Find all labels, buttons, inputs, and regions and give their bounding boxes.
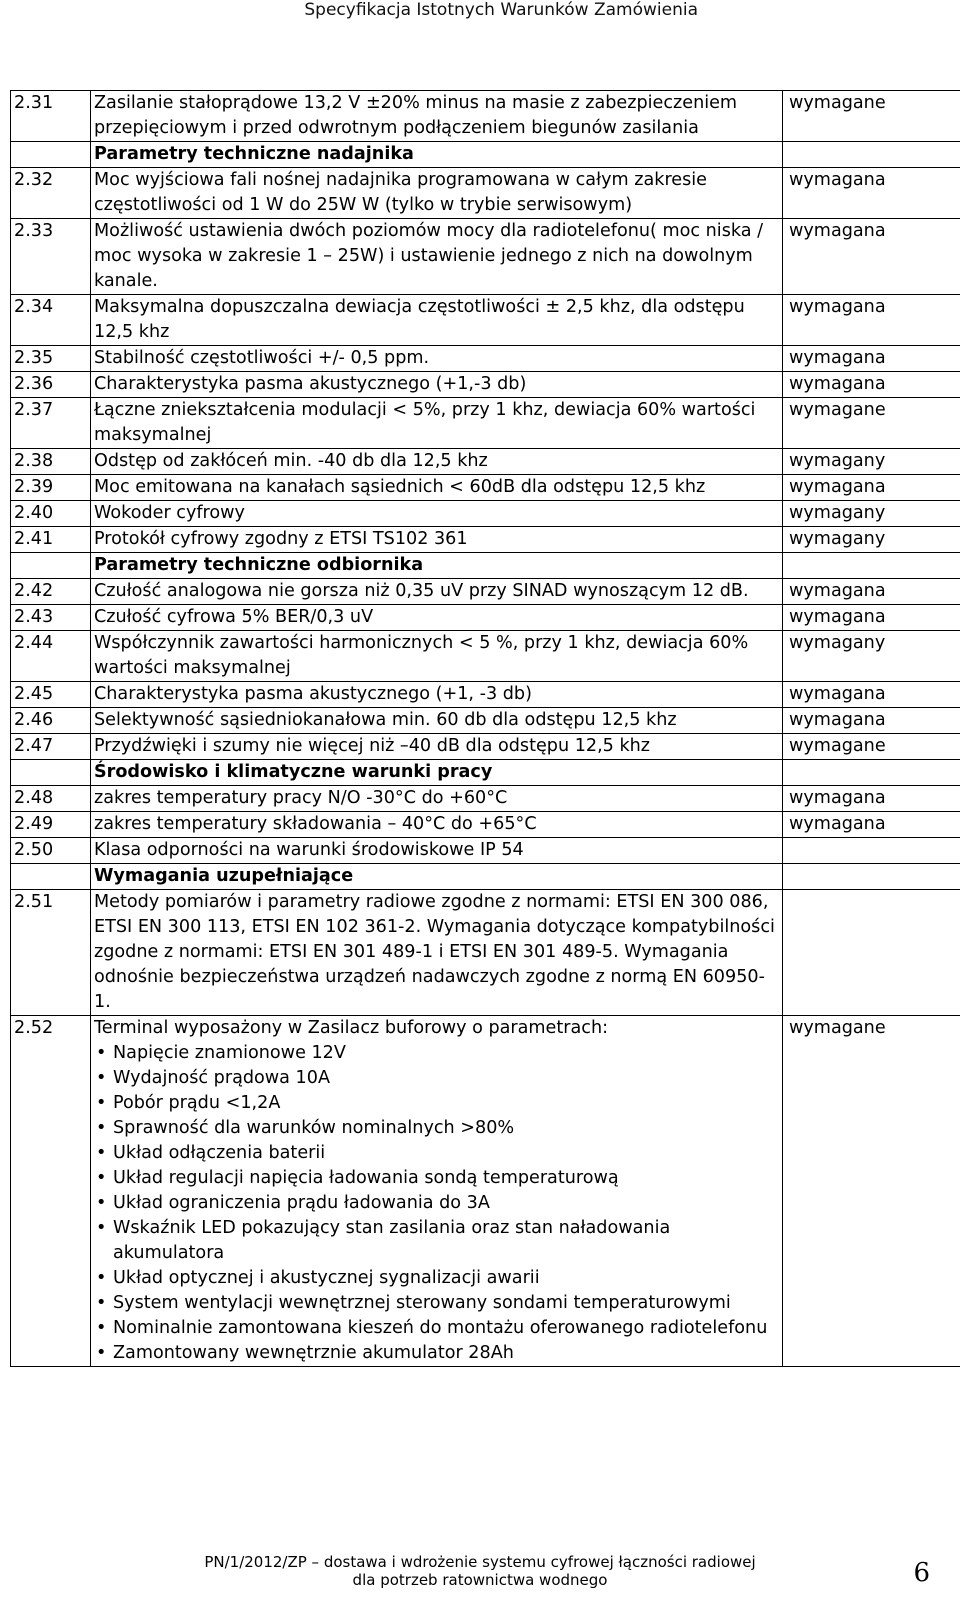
item-number: 2.31 (11, 91, 91, 142)
item-description: Współczynnik zawartości harmonicznych < 5 %, przy 1 khz, dewiacja 60% wartości maksymalnej (94, 633, 749, 678)
spec-row (11, 295, 960, 346)
item-description: Zasilanie stałoprądowe 13,2 V ±20% minus na masie z zabezpieczeniem przepięciowym i przed odwrotnym podłączeniem biegunów zasilania (94, 93, 738, 138)
footer-line-1: PN/1/2012/ZP – dostawa i wdrożenie systemu cyfrowej łączności radiowej (204, 1553, 756, 1571)
item-description-cell (91, 708, 783, 734)
page-footer (0, 1553, 960, 1589)
item-requirement: wymagany (783, 631, 960, 682)
item-requirement (783, 890, 960, 1016)
item-number: 2.40 (11, 501, 91, 527)
item-requirement: wymagana (783, 475, 960, 501)
item-description-cell (91, 734, 783, 760)
section-number-cell (11, 760, 91, 786)
spec-row (11, 734, 960, 760)
item-requirement: wymagana (783, 605, 960, 631)
bullet-list (94, 1041, 779, 1366)
item-description: Maksymalna dopuszczalna dewiacja częstotliwości ± 2,5 khz, dla odstępu 12,5 khz (94, 297, 745, 342)
item-requirement: wymagany (783, 527, 960, 553)
item-requirement: wymagana (783, 219, 960, 295)
item-requirement: wymagany (783, 501, 960, 527)
item-description: Charakterystyka pasma akustycznego (+1, -3 db) (94, 684, 532, 704)
item-description: Protokół cyfrowy zgodny z ETSI TS102 361 (94, 529, 468, 549)
item-description: Charakterystyka pasma akustycznego (+1,-3 db) (94, 374, 527, 394)
item-requirement: wymagana (783, 346, 960, 372)
bullet-item: • Układ odłączenia baterii (94, 1141, 779, 1166)
item-number: 2.47 (11, 734, 91, 760)
item-description-cell (91, 219, 783, 295)
item-requirement: wymagane (783, 91, 960, 142)
item-number: 2.43 (11, 605, 91, 631)
item-number: 2.41 (11, 527, 91, 553)
item-requirement: wymagana (783, 786, 960, 812)
item-description: Metody pomiarów i parametry radiowe zgodne z normami: ETSI EN 300 086, ETSI EN 300 113, ETSI EN 102 361-2. Wymagania dotyczące kompatybilności zgodne z normami: ETSI EN 301 489-1 i ETSI EN 301 489-5. Wymagania odnośnie bezpieczeństwa urządzeń nadawczych zgodne z normą EN 60950-1. (94, 892, 775, 1012)
item-requirement (783, 838, 960, 864)
section-number-cell (11, 864, 91, 890)
section-title: Parametry techniczne nadajnika (91, 142, 783, 168)
spec-row (11, 631, 960, 682)
item-requirement: wymagane (783, 398, 960, 449)
item-description: Selektywność sąsiedniokanałowa min. 60 db dla odstępu 12,5 khz (94, 710, 677, 730)
item-description-cell (91, 682, 783, 708)
item-requirement: wymagana (783, 372, 960, 398)
item-description: Stabilność częstotliwości +/- 0,5 ppm. (94, 348, 430, 368)
bullet-item: • Pobór prądu <1,2A (94, 1091, 779, 1116)
page-header (0, 0, 960, 30)
spec-row (11, 838, 960, 864)
spec-row (11, 372, 960, 398)
item-description: zakres temperatury składowania – 40°C do +65°C (94, 814, 537, 834)
spec-row (11, 527, 960, 553)
bullet-item: • Nominalnie zamontowana kieszeń do montażu oferowanego radiotelefonu (94, 1316, 779, 1341)
item-description-cell (91, 346, 783, 372)
item-number: 2.51 (11, 890, 91, 1016)
section-header-row (11, 142, 960, 168)
item-description-cell (91, 579, 783, 605)
bullet-item: • Napięcie znamionowe 12V (94, 1041, 779, 1066)
item-description-cell (91, 786, 783, 812)
item-requirement: wymagany (783, 449, 960, 475)
section-title: Środowisko i klimatyczne warunki pracy (91, 760, 783, 786)
item-requirement: wymagana (783, 682, 960, 708)
bullet-item: • Zamontowany wewnętrznie akumulator 28Ah (94, 1341, 779, 1366)
spec-row (11, 708, 960, 734)
item-description: Wokoder cyfrowy (94, 503, 245, 523)
item-number: 2.48 (11, 786, 91, 812)
bullet-item: • Wydajność prądowa 10A (94, 1066, 779, 1091)
item-description-cell (91, 91, 783, 142)
item-number: 2.33 (11, 219, 91, 295)
spec-row (11, 605, 960, 631)
spec-row (11, 346, 960, 372)
section-header-row (11, 553, 960, 579)
item-requirement: wymagana (783, 168, 960, 219)
item-description: Moc emitowana na kanałach sąsiednich < 60dB dla odstępu 12,5 khz (94, 477, 706, 497)
spec-row (11, 812, 960, 838)
item-requirement: wymagana (783, 295, 960, 346)
bullet-item: • Układ optycznej i akustycznej sygnalizacji awarii (94, 1266, 779, 1291)
page-number: 6 (913, 1558, 930, 1588)
item-description-cell (91, 295, 783, 346)
section-title: Parametry techniczne odbiornika (91, 553, 783, 579)
item-number: 2.37 (11, 398, 91, 449)
section-title: Wymagania uzupełniające (91, 864, 783, 890)
bullet-item: • Układ ograniczenia prądu ładowania do 3A (94, 1191, 779, 1216)
spec-row (11, 219, 960, 295)
bullet-item: • Wskaźnik LED pokazujący stan zasilania oraz stan naładowania akumulatora (94, 1216, 779, 1266)
item-description-cell (91, 168, 783, 219)
item-description-cell (91, 449, 783, 475)
section-requirement-cell (783, 553, 960, 579)
specification-table (10, 90, 960, 1367)
item-requirement: wymagane (783, 1016, 960, 1367)
spec-row (11, 449, 960, 475)
item-description: Klasa odporności na warunki środowiskowe IP 54 (94, 840, 524, 860)
item-description: Moc wyjściowa fali nośnej nadajnika programowana w całym zakresie częstotliwości od 1 W do 25W W (tylko w trybie serwisowym) (94, 170, 707, 215)
section-header-row (11, 760, 960, 786)
bullet-item: • Układ regulacji napięcia ładowania sondą temperaturową (94, 1166, 779, 1191)
section-requirement-cell (783, 864, 960, 890)
spec-row (11, 168, 960, 219)
item-requirement: wymagane (783, 734, 960, 760)
spec-row (11, 398, 960, 449)
item-description: Czułość analogowa nie gorsza niż 0,35 uV przy SINAD wynoszącym 12 dB. (94, 581, 749, 601)
section-number-cell (11, 142, 91, 168)
item-number: 2.50 (11, 838, 91, 864)
specification-table-body (11, 91, 960, 1367)
item-number: 2.42 (11, 579, 91, 605)
item-description-cell (91, 1016, 783, 1367)
item-description-cell (91, 527, 783, 553)
item-number: 2.32 (11, 168, 91, 219)
spec-row (11, 682, 960, 708)
item-description-cell (91, 838, 783, 864)
section-requirement-cell (783, 760, 960, 786)
item-description: Łączne zniekształcenia modulacji < 5%, przy 1 khz, dewiacja 60% wartości maksymalnej (94, 400, 756, 445)
item-number: 2.38 (11, 449, 91, 475)
item-description: Terminal wyposażony w Zasilacz buforowy o parametrach: (94, 1018, 609, 1038)
item-requirement: wymagana (783, 812, 960, 838)
item-requirement: wymagana (783, 708, 960, 734)
spec-row (11, 501, 960, 527)
item-description-cell (91, 605, 783, 631)
item-number: 2.35 (11, 346, 91, 372)
section-header-row (11, 864, 960, 890)
item-description-cell (91, 475, 783, 501)
footer-line-2: dla potrzeb ratownictwa wodnego (352, 1571, 608, 1589)
item-number: 2.44 (11, 631, 91, 682)
section-number-cell (11, 553, 91, 579)
item-description-cell (91, 398, 783, 449)
item-description: Przydźwięki i szumy nie więcej niż –40 dB dla odstępu 12,5 khz (94, 736, 651, 756)
header-title: Specyfikacja Istotnych Warunków Zamówienia (304, 0, 698, 20)
item-number: 2.52 (11, 1016, 91, 1367)
item-description-cell (91, 372, 783, 398)
item-requirement: wymagana (783, 579, 960, 605)
spec-row (11, 786, 960, 812)
item-description-cell (91, 631, 783, 682)
spec-row (11, 475, 960, 501)
item-description-cell (91, 501, 783, 527)
spec-row (11, 890, 960, 1016)
item-description: zakres temperatury pracy N/O -30°C do +60°C (94, 788, 508, 808)
item-number: 2.49 (11, 812, 91, 838)
item-number: 2.34 (11, 295, 91, 346)
item-description: Możliwość ustawienia dwóch poziomów mocy dla radiotelefonu( moc niska / moc wysoka w zakresie 1 – 25W) i ustawienie jednego z nich na dowolnym kanale. (94, 221, 764, 291)
item-description: Czułość cyfrowa 5% BER/0,3 uV (94, 607, 374, 627)
item-number: 2.46 (11, 708, 91, 734)
spec-row (11, 91, 960, 142)
spec-row (11, 1016, 960, 1367)
item-number: 2.39 (11, 475, 91, 501)
bullet-item: • System wentylacji wewnętrznej sterowany sondami temperaturowymi (94, 1291, 779, 1316)
item-description-cell (91, 890, 783, 1016)
item-number: 2.45 (11, 682, 91, 708)
item-description: Odstęp od zakłóceń min. -40 db dla 12,5 khz (94, 451, 488, 471)
item-description-cell (91, 812, 783, 838)
bullet-item: • Sprawność dla warunków nominalnych >80% (94, 1116, 779, 1141)
item-number: 2.36 (11, 372, 91, 398)
spec-row (11, 579, 960, 605)
section-requirement-cell (783, 142, 960, 168)
